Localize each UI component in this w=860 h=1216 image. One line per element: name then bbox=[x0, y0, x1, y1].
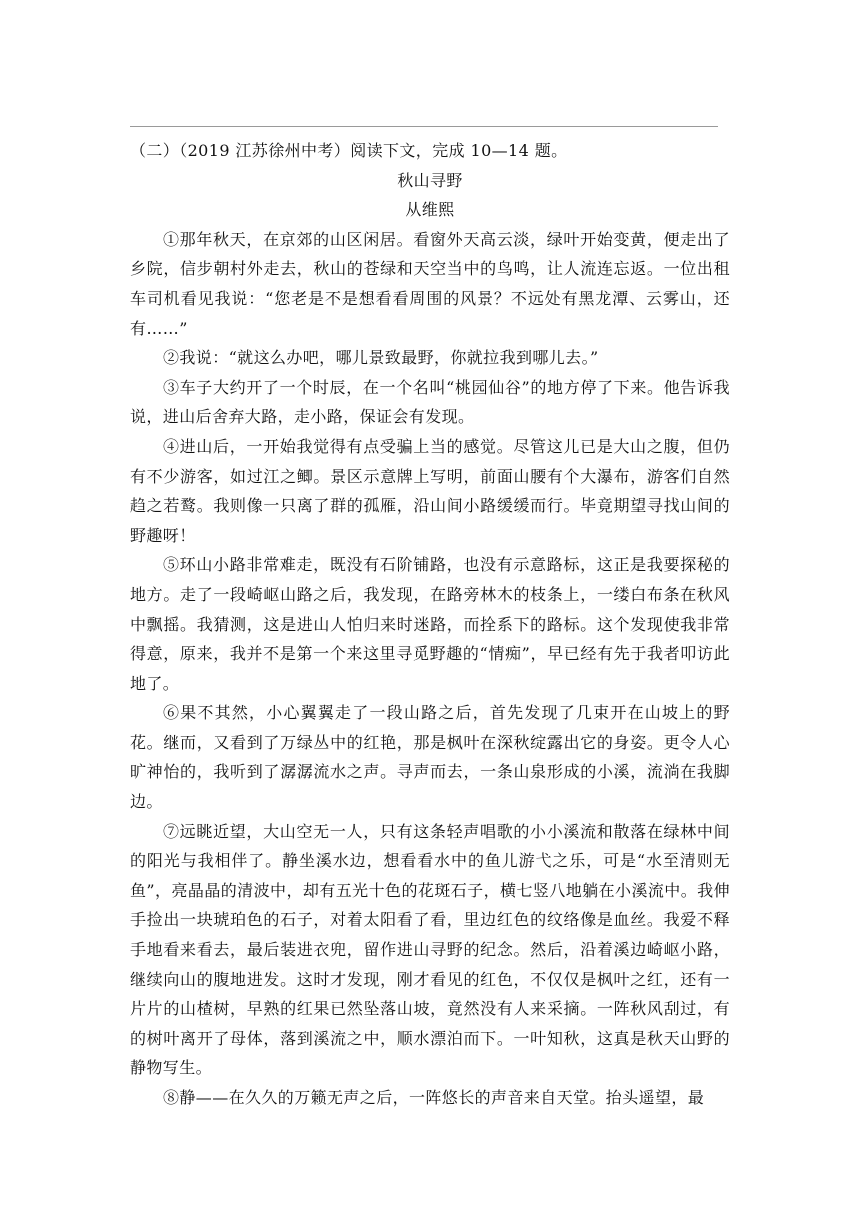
paragraph-7: ⑦远眺近望，大山空无一人，只有这条轻声唱歌的小小溪流和散落在绿林中间的阳光与我相伴了。静坐溪水边，想看看水中的鱼儿游弋之乐，可是“水至清则无鱼”，亮晶晶的清波中，却有五光十色的花斑石子，横七竖八地躺在小溪流中。我伸手捡出一块琥珀色的石子，对着太阳看了看，里边红色的纹络像是血丝。我爱不释手地看来看去，最后装进衣兜，留作进山寻野的纪念。然后，沿着溪边崎岖小路，继续向山的腹地进发。这时才发现，刚才看见的红色，不仅仅是枫叶之红，还有一片片的山楂树，早熟的红果已然坠落山坡，竟然没有人来采摘。一阵秋风刮过，有的树叶离开了母体，落到溪流之中，顺水漂泊而下。一叶知秋，这真是秋天山野的静物写生。 bbox=[130, 821, 730, 1078]
header-rule bbox=[130, 126, 718, 127]
article-author: 从维熙 bbox=[405, 200, 455, 220]
question-intro: （二）（2019 江苏徐州中考）阅读下文，完成 10—14 题。 bbox=[130, 141, 568, 160]
paragraph-1: ①那年秋天，在京郊的山区闲居。看窗外天高云淡，绿叶开始变黄，便走出了乡院，信步朝村外走去，秋山的苍绿和天空当中的鸟鸣，让人流连忘返。一位出租车司机看见我说：“您老是不是想看看周围的风景？不远处有黑龙潭、云雾山，还有……” bbox=[130, 229, 730, 338]
paragraph-4: ④进山后，一开始我觉得有点受骗上当的感觉。尽管这儿已是大山之腹，但仍有不少游客，如过江之鲫。景区示意牌上写明，前面山腰有个大瀑布，游客们自然趋之若鹜。我则像一只离了群的孤雁，沿山间小路缓缓而行。毕竟期望寻找山间的野趣呀！ bbox=[130, 436, 730, 545]
article bbox=[130, 136, 730, 1113]
paragraph-5: ⑤环山小路非常难走，既没有石阶铺路，也没有示意路标，这正是我要探秘的地方。走了一段崎岖山路之后，我发现，在路旁林木的枝条上，一缕白布条在秋风中飘摇。我猜测，这是进山人怕归来时迷路，而拴系下的路标。这个发现使我非常得意，原来，我并不是第一个来这里寻觅野趣的“情痴”，早已经有先于我者叩访此地了。 bbox=[130, 555, 730, 693]
paragraph-6: ⑥果不其然，小心翼翼走了一段山路之后，首先发现了几束开在山坡上的野花。继而，又看到了万绿丛中的红艳，那是枫叶在深秋绽露出它的身姿。更令人心旷神怡的，我听到了潺潺流水之声。寻声而去，一条山泉形成的小溪，流淌在我脚边。 bbox=[130, 703, 730, 812]
paragraph-2: ②我说：“就这么办吧，哪儿景致最野，你就拉我到哪儿去。” bbox=[163, 348, 599, 368]
article-title: 秋山寻野 bbox=[397, 170, 463, 190]
paragraph-3: ③车子大约开了一个时辰，在一个名叫“桃园仙谷”的地方停了下来。他告诉我说，进山后舍弃大路，走小路，保证会有发现。 bbox=[130, 377, 730, 427]
paragraph-8: ⑧静——在久久的万籁无声之后，一阵悠长的声音来自天堂。抬头遥望，最 bbox=[163, 1088, 705, 1107]
